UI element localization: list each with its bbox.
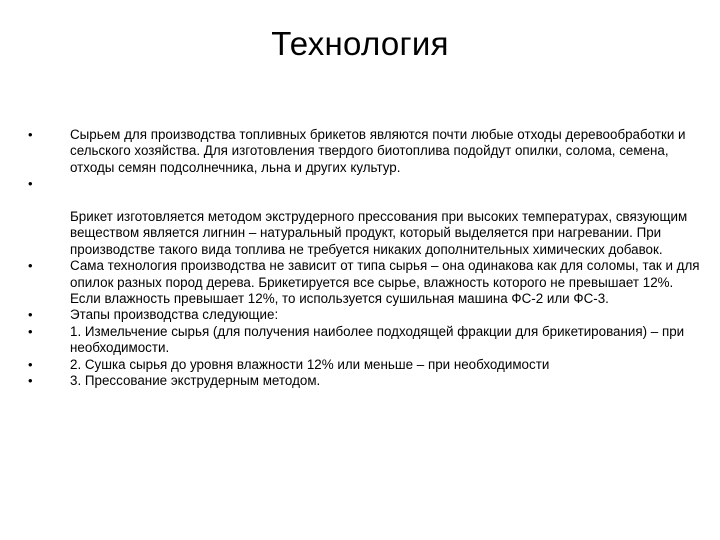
bullet-icon: • xyxy=(28,356,33,372)
slide-title: Технология xyxy=(271,25,449,62)
list-item-text: Этапы производства следующие: xyxy=(70,307,279,323)
list-item xyxy=(28,373,700,389)
list-item-text: Брикет изготовляется методом экструдерного прессования при высоких температурах, связующим веществом является лигнин – натуральный продукт, который выделяется при нагревании. При производстве такого вида топлива не требуется никаких дополнительных химических добавок. xyxy=(70,209,688,257)
list-item-text: 1. Измельчение сырья (для получения наиболее подходящей фракции для брикетирования) – при необходимости. xyxy=(70,323,685,356)
list-item xyxy=(28,176,700,192)
list-item xyxy=(28,357,700,373)
bullet-list xyxy=(28,127,700,389)
bullet-icon: • xyxy=(28,307,33,323)
list-item xyxy=(28,193,700,259)
list-item-text: 2. Сушка сырья до уровня влажности 12% или меньше – при необходимости xyxy=(70,356,550,372)
list-item xyxy=(28,127,700,176)
list-item-text: Сама технология производства не зависит от типа сырья – она одинакова как для соломы, так и для опилок разных пород дерева. Брикетируется все сырье, влажность которого не превышает 12%. Если влажность превышает 12%, то используется сушильная машина ФС-2 или ФС-3. xyxy=(70,258,700,307)
list-item xyxy=(28,324,700,357)
bullet-icon: • xyxy=(28,176,33,192)
list-item-text: Сырьем для производства топливных брикетов являются почти любые отходы деревообработки и сельского хозяйства. Для изготовления твердого биотоплива подойдут опилки, солома, семена, отходы семян подсолнечника, льна и других культур. xyxy=(70,127,686,175)
list-item xyxy=(28,307,700,323)
bullet-icon: • xyxy=(28,323,33,339)
list-item-text: 3. Прессование экструдерным методом. xyxy=(70,373,321,389)
bullet-icon: • xyxy=(28,258,33,274)
list-item xyxy=(28,258,700,307)
bullet-icon: • xyxy=(28,373,33,389)
bullet-icon: • xyxy=(28,127,33,142)
